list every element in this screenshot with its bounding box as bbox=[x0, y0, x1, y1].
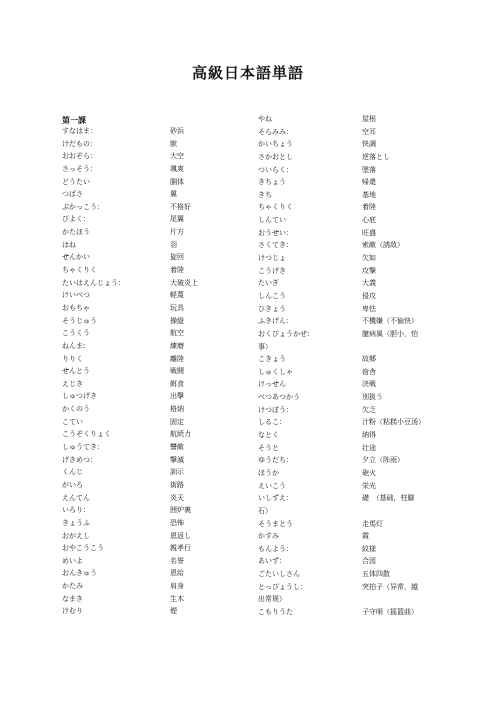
entry-kanji: 着陸 bbox=[170, 266, 184, 275]
entry-kanji: 突拍子（异常，越 bbox=[362, 582, 418, 591]
vocabulary-entry bbox=[62, 580, 252, 593]
vocabulary-entry bbox=[258, 227, 448, 240]
entry-kanji: 基地 bbox=[362, 190, 376, 199]
vocabulary-column-left bbox=[62, 125, 252, 618]
entry-reading: おがえし bbox=[62, 531, 90, 540]
entry-reading: そうじゅう bbox=[62, 316, 97, 325]
entry-reading: しゅうてき： bbox=[62, 443, 104, 452]
entry-reading: りりく bbox=[62, 354, 83, 363]
entry-kanji: 栄光 bbox=[362, 481, 376, 490]
vocabulary-entry bbox=[62, 605, 252, 618]
entry-reading: けっせん bbox=[258, 380, 286, 389]
entry-reading: べつあつかう bbox=[258, 393, 300, 402]
entry-reading: せんとう bbox=[62, 367, 90, 376]
vocabulary-entry bbox=[62, 340, 252, 353]
entry-kanji: 尾翼 bbox=[170, 215, 184, 224]
entry-reading: せんかい bbox=[62, 253, 90, 262]
vocabulary-entry bbox=[62, 530, 252, 543]
vocabulary-entry bbox=[62, 567, 252, 580]
vocabulary-entry bbox=[258, 290, 448, 303]
vocabulary-entry bbox=[258, 454, 448, 467]
entry-reading: やね bbox=[258, 115, 272, 123]
vocabulary-entry bbox=[258, 480, 448, 493]
entry-kanji: 炎天 bbox=[170, 493, 184, 502]
entry-kanji: 航続力 bbox=[170, 430, 191, 439]
vocabulary-entry bbox=[62, 289, 252, 302]
entry-reading: けつじょ bbox=[258, 254, 286, 263]
vocabulary-entry bbox=[258, 429, 448, 442]
vocabulary-entry bbox=[258, 467, 448, 480]
entry-reading: おやこうこう bbox=[62, 544, 104, 553]
vocabulary-entry bbox=[62, 403, 252, 416]
vocabulary-entry bbox=[258, 391, 448, 404]
vocabulary-entry bbox=[62, 504, 252, 517]
entry-reading: そうまとう bbox=[258, 519, 293, 528]
entry-reading: きちょう bbox=[258, 178, 286, 187]
entry-reading: えいこう bbox=[258, 481, 286, 490]
entry-kanji: 礎 （基础，柱脚 bbox=[362, 494, 415, 503]
entry-reading: きち bbox=[258, 190, 272, 199]
entry-kanji: 恩給 bbox=[170, 569, 184, 578]
entry-reading: ふきげん： bbox=[258, 317, 293, 326]
entry-kanji: 逆落とし bbox=[362, 152, 390, 161]
vocabulary-entry bbox=[258, 606, 448, 619]
entry-kanji: 欠乏 bbox=[362, 405, 376, 414]
entry-reading: げきめつ： bbox=[62, 455, 97, 464]
vocabulary-entry bbox=[62, 492, 252, 505]
vocabulary-entry bbox=[258, 543, 448, 556]
entry-reading: もんよう： bbox=[258, 544, 293, 553]
entry-kanji: 羽 bbox=[170, 240, 177, 249]
vocabulary-entry bbox=[258, 378, 448, 391]
vocabulary-entry bbox=[62, 251, 252, 264]
entry-reading: けだもの： bbox=[62, 139, 97, 148]
vocabulary-entry bbox=[258, 252, 448, 265]
entry-kanji: 肩身 bbox=[170, 582, 184, 591]
entry-reading: ゆうだち： bbox=[258, 456, 293, 465]
entry-kanji: 心底 bbox=[362, 216, 376, 225]
vocabulary-entry-continuation bbox=[258, 341, 448, 354]
entry-kanji: 颯爽 bbox=[170, 164, 184, 173]
entry-kanji: 讐敵 bbox=[170, 443, 184, 452]
vocabulary-entry bbox=[62, 315, 252, 328]
entry-kanji: 翼 bbox=[170, 190, 177, 199]
vocabulary-entry bbox=[258, 303, 448, 316]
vocabulary-entry bbox=[62, 239, 252, 252]
entry-kanji: 別扱う bbox=[362, 393, 383, 402]
entry-kanji: 砲火 bbox=[362, 468, 376, 477]
vocabulary-entry bbox=[258, 113, 448, 126]
vocabulary-entry bbox=[62, 428, 252, 441]
entry-kanji: 走馬灯 bbox=[362, 519, 383, 528]
entry-reading: ひきょう bbox=[258, 304, 286, 313]
vocabulary-entry bbox=[62, 479, 252, 492]
entry-reading: しんてい bbox=[258, 216, 286, 225]
entry-kanji: 大義 bbox=[362, 279, 376, 288]
vocabulary-entry bbox=[258, 201, 448, 214]
entry-reading: しゅつげき bbox=[62, 392, 97, 401]
entry-reading: どうたい bbox=[62, 177, 90, 186]
entry-reading: しんこう bbox=[258, 291, 286, 300]
entry-kanji: 大破炎上 bbox=[170, 278, 198, 287]
entry-kanji: 決戦 bbox=[362, 380, 376, 389]
vocabulary-entry-continuation bbox=[258, 593, 448, 606]
vocabulary-entry bbox=[258, 239, 448, 252]
entry-reading: すなはま： bbox=[62, 127, 97, 135]
entry-kanji: 宿舎 bbox=[362, 367, 376, 376]
vocabulary-entry bbox=[62, 593, 252, 606]
vocabulary-entry bbox=[62, 277, 252, 290]
vocabulary-entry bbox=[62, 138, 252, 151]
vocabulary-entry bbox=[62, 125, 252, 138]
entry-kanji: 臆病風（胆小，怕 bbox=[362, 329, 418, 338]
vocabulary-entry bbox=[62, 365, 252, 378]
entry-kanji: 訓示 bbox=[170, 468, 184, 477]
vocabulary-entry bbox=[258, 265, 448, 278]
entry-reading: おんきゅう bbox=[62, 569, 97, 578]
entry-kanji: 練磨 bbox=[170, 341, 184, 350]
entry-kanji: 卑怯 bbox=[362, 304, 376, 313]
entry-kanji: 五体四散 bbox=[362, 570, 390, 579]
entry-kanji: 街路 bbox=[170, 480, 184, 489]
vocabulary-entry bbox=[62, 150, 252, 163]
entry-kanji: 餌食 bbox=[170, 379, 184, 388]
entry-reading: さくてき： bbox=[258, 241, 293, 250]
entry-kanji: 獣 bbox=[170, 139, 177, 148]
vocabulary-entry bbox=[62, 264, 252, 277]
entry-kanji: 砂浜 bbox=[170, 127, 184, 135]
entry-kanji: 煙 bbox=[170, 607, 177, 616]
entry-kanji: 格納 bbox=[170, 405, 184, 414]
entry-kanji: 旺盛 bbox=[362, 228, 376, 237]
vocabulary-entry bbox=[258, 581, 448, 594]
entry-reading: なとく bbox=[258, 431, 279, 440]
entry-reading: こもりうた bbox=[258, 607, 293, 616]
entry-kanji-continuation: 出常规） bbox=[258, 595, 286, 604]
entry-reading: えじき bbox=[62, 379, 83, 388]
entry-reading: ちゃくりく bbox=[62, 266, 97, 275]
entry-kanji: 納得 bbox=[362, 431, 376, 440]
entry-kanji: 墜落 bbox=[362, 165, 376, 174]
vocabulary-entry bbox=[258, 176, 448, 189]
entry-reading: がいろ bbox=[62, 480, 83, 489]
entry-kanji: 戦闘 bbox=[170, 367, 184, 376]
vocabulary-entry bbox=[258, 353, 448, 366]
vocabulary-entry bbox=[258, 164, 448, 177]
entry-kanji: 不格好 bbox=[170, 202, 191, 211]
entry-reading: しるこ： bbox=[258, 418, 286, 427]
entry-kanji: 離陸 bbox=[170, 354, 184, 363]
entry-kanji: 囲炉裏 bbox=[170, 506, 191, 515]
vocabulary-entry bbox=[258, 492, 448, 505]
vocabulary-entry bbox=[258, 416, 448, 429]
entry-reading: ねんまː bbox=[62, 341, 86, 350]
vocabulary-entry bbox=[258, 366, 448, 379]
vocabulary-entry bbox=[62, 163, 252, 176]
entry-reading: おうせい： bbox=[258, 228, 293, 237]
vocabulary-entry bbox=[62, 327, 252, 340]
entry-reading: そうと bbox=[258, 443, 279, 452]
entry-kanji: 侵攻 bbox=[362, 291, 376, 300]
vocabulary-entry-continuation bbox=[258, 505, 448, 518]
entry-reading: そらみみ： bbox=[258, 127, 293, 136]
entry-reading: けいべつ bbox=[62, 291, 90, 300]
entry-kanji: 索敵（誘敌） bbox=[362, 241, 404, 250]
entry-kanji: 夕立（阵雨） bbox=[362, 456, 404, 465]
entry-kanji: 攻撃 bbox=[362, 266, 376, 275]
entry-reading: なまき bbox=[62, 594, 83, 603]
entry-reading: いしずえ： bbox=[258, 494, 293, 503]
entry-reading: ごたいしさん bbox=[258, 570, 300, 579]
entry-reading: たいはえんじょう： bbox=[62, 278, 125, 287]
vocabulary-entry bbox=[62, 201, 252, 214]
vocabulary-entry bbox=[62, 213, 252, 226]
vocabulary-entry bbox=[62, 454, 252, 467]
entry-reading: こうげき bbox=[258, 266, 286, 275]
entry-reading: さっそう： bbox=[62, 164, 97, 173]
entry-reading: くんじ bbox=[62, 468, 83, 477]
entry-kanji: 旋回 bbox=[170, 253, 184, 262]
vocabulary-entry bbox=[62, 517, 252, 530]
entry-reading: えんてん bbox=[62, 493, 90, 502]
entry-reading: けつぼう： bbox=[258, 405, 293, 414]
vocabulary-entry bbox=[62, 302, 252, 315]
entry-reading: めいよ bbox=[62, 556, 83, 565]
vocabulary-entry bbox=[62, 555, 252, 568]
entry-kanji: 汁粉（粘糕小豆汤） bbox=[362, 418, 425, 427]
entry-kanji: 紋様 bbox=[362, 544, 376, 553]
vocabulary-entry bbox=[258, 277, 448, 290]
entry-kanji: 帰還 bbox=[362, 178, 376, 187]
section-title: 第一課 bbox=[62, 116, 86, 125]
vocabulary-entry bbox=[258, 151, 448, 164]
entry-kanji: 故郷 bbox=[362, 355, 376, 364]
entry-kanji: 合図 bbox=[362, 557, 376, 566]
entry-kanji: 壮途 bbox=[362, 443, 376, 452]
vocabulary-entry bbox=[258, 138, 448, 151]
entry-reading: かたほう bbox=[62, 228, 90, 237]
entry-reading: こきょう bbox=[258, 355, 286, 364]
entry-reading: かすみ bbox=[258, 532, 279, 541]
entry-reading: こうくう bbox=[62, 329, 90, 338]
entry-kanji: 操縦 bbox=[170, 316, 184, 325]
vocabulary-entry bbox=[62, 466, 252, 479]
vocabulary-entry bbox=[62, 378, 252, 391]
vocabulary-entry bbox=[62, 390, 252, 403]
entry-reading: さかおとし bbox=[258, 152, 293, 161]
entry-reading: ちゃくりく bbox=[258, 203, 293, 212]
entry-reading: こうぞくりょく bbox=[62, 430, 111, 439]
entry-kanji-continuation: 石） bbox=[258, 506, 272, 515]
entry-reading: かくのう bbox=[62, 405, 90, 414]
entry-kanji: 恩返し bbox=[170, 531, 191, 540]
vocabulary-entry bbox=[62, 353, 252, 366]
entry-reading: ついらく： bbox=[258, 165, 293, 174]
entry-kanji: 屋根 bbox=[362, 115, 376, 123]
vocabulary-entry bbox=[62, 226, 252, 239]
entry-reading: ほうか bbox=[258, 468, 279, 477]
entry-kanji: 不機嫌（不愉快） bbox=[362, 317, 418, 326]
vocabulary-entry bbox=[258, 530, 448, 543]
entry-reading: ぶかっこう： bbox=[62, 202, 104, 211]
entry-reading: いろり： bbox=[62, 506, 90, 515]
entry-reading: おくびょうかぜ： bbox=[258, 329, 314, 338]
entry-kanji: 霞 bbox=[362, 532, 369, 541]
entry-kanji: 片方 bbox=[170, 228, 184, 237]
vocabulary-entry bbox=[258, 404, 448, 417]
vocabulary-entry bbox=[258, 315, 448, 328]
vocabulary-entry bbox=[258, 568, 448, 581]
document-title: 高級日本語単語 bbox=[191, 64, 304, 82]
vocabulary-entry bbox=[62, 542, 252, 555]
entry-kanji: 子守唄（摇篮曲） bbox=[362, 607, 418, 616]
vocabulary-entry bbox=[258, 126, 448, 139]
entry-reading: おおぞら： bbox=[62, 152, 97, 161]
entry-kanji: 玩具 bbox=[170, 303, 184, 312]
entry-kanji: 軽蔑 bbox=[170, 291, 184, 300]
entry-kanji: 胴体 bbox=[170, 177, 184, 186]
entry-kanji: 親孝行 bbox=[170, 544, 191, 553]
vocabulary-entry bbox=[62, 441, 252, 454]
entry-kanji: 大空 bbox=[170, 152, 184, 161]
entry-reading: かいちょう bbox=[258, 140, 293, 149]
vocabulary-entry bbox=[62, 176, 252, 189]
entry-kanji: 欠如 bbox=[362, 254, 376, 263]
entry-reading: かたみ bbox=[62, 582, 83, 591]
entry-kanji: 固定 bbox=[170, 417, 184, 426]
entry-reading: たいぎ bbox=[258, 279, 279, 288]
entry-reading: とっぴょうし： bbox=[258, 582, 307, 591]
vocabulary-entry bbox=[62, 188, 252, 201]
entry-kanji: 出撃 bbox=[170, 392, 184, 401]
entry-kanji: 名誉 bbox=[170, 556, 184, 565]
vocabulary-entry bbox=[258, 518, 448, 531]
entry-reading: しゅくしゃ bbox=[258, 367, 293, 376]
entry-kanji: 生木 bbox=[170, 594, 184, 603]
entry-kanji-continuation: 事） bbox=[258, 342, 272, 351]
entry-reading: きょうふ bbox=[62, 518, 90, 527]
vocabulary-column-right bbox=[258, 113, 448, 619]
entry-reading: おもちゃ bbox=[62, 303, 90, 312]
entry-reading: びよく： bbox=[62, 215, 90, 224]
entry-reading: あいず： bbox=[258, 557, 286, 566]
entry-kanji: 空耳 bbox=[362, 127, 376, 136]
entry-kanji: 撃滅 bbox=[170, 455, 184, 464]
vocabulary-entry bbox=[258, 189, 448, 202]
vocabulary-entry bbox=[258, 555, 448, 568]
entry-reading: はね bbox=[62, 240, 76, 249]
vocabulary-entry bbox=[258, 328, 448, 341]
entry-kanji: 恐怖 bbox=[170, 518, 184, 527]
entry-reading: けむり bbox=[62, 607, 83, 616]
entry-reading: つばさ bbox=[62, 190, 83, 199]
entry-kanji: 航空 bbox=[170, 329, 184, 338]
entry-kanji: 快調 bbox=[362, 140, 376, 149]
entry-kanji: 着陸 bbox=[362, 203, 376, 212]
vocabulary-entry bbox=[258, 214, 448, 227]
entry-reading: こてい bbox=[62, 417, 83, 426]
vocabulary-entry bbox=[62, 416, 252, 429]
vocabulary-entry bbox=[258, 442, 448, 455]
